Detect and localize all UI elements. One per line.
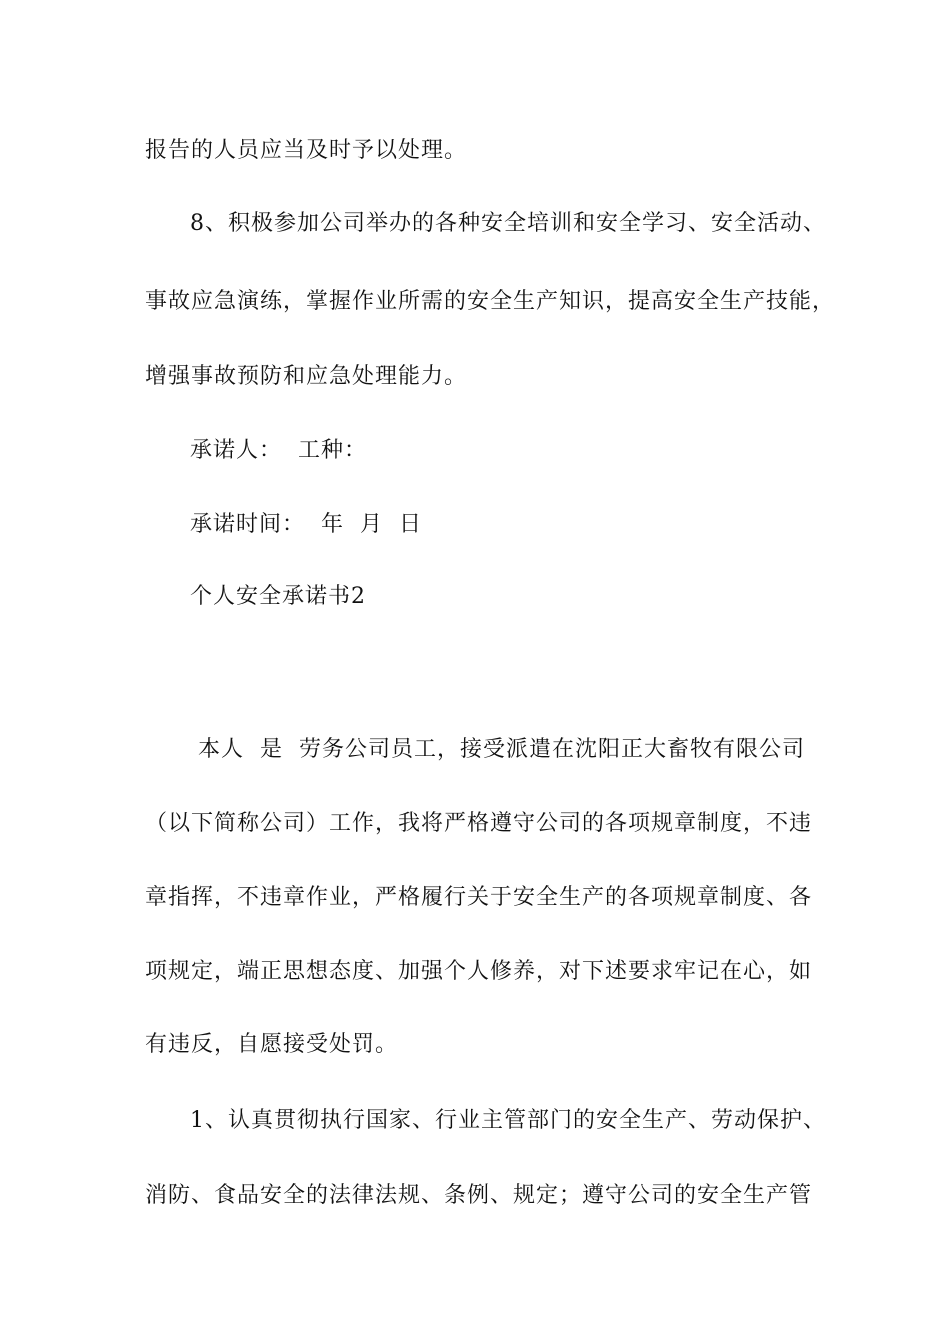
date-line: 承诺时间： 年 月 日 [190, 512, 422, 537]
paragraph-line: 消防、食品安全的法律法规、条例、规定；遵守公司的安全生产管 [145, 1183, 813, 1208]
paragraph-line: 项规定，端正思想态度、加强个人修养，对下述要求牢记在心，如 [145, 959, 813, 984]
paragraph-line: 1、认真贯彻执行国家、行业主管部门的安全生产、劳动保护、 [190, 1108, 826, 1133]
paragraph-line: 有违反，自愿接受处罚。 [145, 1032, 399, 1057]
paragraph-line: 本人 是 劳务公司员工，接受派遣在沈阳正大畜牧有限公司 [190, 737, 805, 762]
paragraph-line: 8、积极参加公司举办的各种安全培训和安全学习、安全活动、 [190, 211, 826, 236]
paragraph-line: 事故应急演练，掌握作业所需的安全生产知识，提高安全生产技能， [145, 289, 836, 314]
paragraph-line: 增强事故预防和应急处理能力。 [145, 364, 468, 389]
paragraph-line: （以下简称公司）工作，我将严格遵守公司的各项规章制度，不违 [145, 811, 813, 836]
paragraph-line: 报告的人员应当及时予以处理。 [145, 138, 468, 163]
signer-line: 承诺人： 工种： [190, 438, 367, 463]
paragraph-line: 章指挥，不违章作业，严格履行关于安全生产的各项规章制度、各 [145, 885, 813, 910]
section-title: 个人安全承诺书2 [190, 584, 366, 609]
